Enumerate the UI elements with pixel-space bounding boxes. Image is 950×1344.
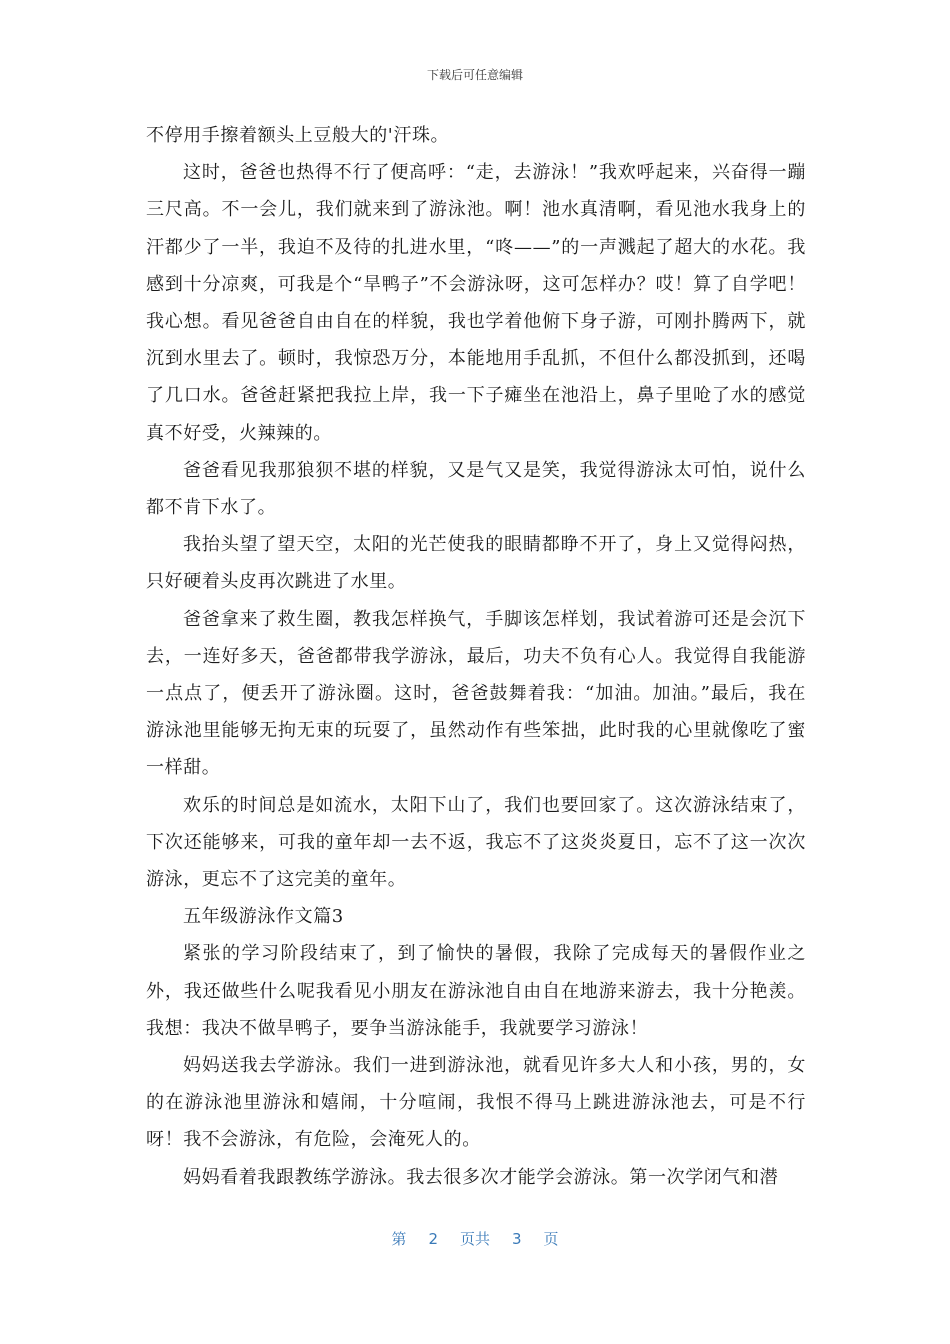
footer-prefix: 第	[391, 1230, 407, 1248]
footer-middle: 页共	[459, 1230, 490, 1248]
paragraph: 妈妈看着我跟教练学游泳。我去很多次才能学会游泳。第一次学闭气和潜	[183, 1166, 779, 1188]
paragraph: 欢乐的时间总是如流水，太阳下山了，我们也要回家了。这次游泳结束了，下次还能够来，可我的童年却一去不返，我忘不了这炎炎夏日，忘不了这一次次游泳，更忘不了这完美的童年。	[146, 794, 806, 891]
footer-total-pages: 3	[512, 1230, 522, 1248]
paragraph: 不停用手擦着额头上豆般大的'汗珠。	[146, 125, 450, 146]
section-heading: 五年级游泳作文篇3	[183, 906, 344, 928]
page-header: 下载后可任意编辑	[426, 68, 523, 82]
footer-suffix: 页	[543, 1230, 559, 1248]
paragraph: 爸爸拿来了救生圈，教我怎样换气，手脚该怎样划，我试着游可还是会沉下去，一连好多天，爸爸都带我学游泳，最后，功夫不负有心人。我觉得自我能游一点点了，便丢开了游泳圈。这时，爸爸鼓舞着我：“加油。加油。”最后，我在游泳池里能够无拘无束的玩耍了，虽然动作有些笨拙，此时我的心里就像吃了蜜一样甜。	[146, 608, 806, 779]
paragraph: 我抬头望了望天空，太阳的光芒使我的眼睛都睁不开了，身上又觉得闷热，只好硬着头皮再次跳进了水里。	[146, 534, 806, 593]
footer-current-page: 2	[428, 1230, 438, 1248]
paragraph: 这时，爸爸也热得不行了便高呼：“走，去游泳！”我欢呼起来，兴奋得一蹦三尺高。不一会儿，我们就来到了游泳池。啊！池水真清啊，看见池水我身上的汗都少了一半，我迫不及待的扎进水里，“咚——”的一声溅起了超大的水花。我感到十分凉爽，可我是个“旱鸭子”不会游泳呀，这可怎样办？哎！算了自学吧！我心想。看见爸爸自由自在的样貌，我也学着他俯下身子游，可刚扑腾两下，就沉到水里去了。顿时，我惊恐万分，本能地用手乱抓，不但什么都没抓到，还喝了几口水。爸爸赶紧把我拉上岸，我一下子瘫坐在池沿上，鼻子里呛了水的感觉真不好受，火辣辣的。	[146, 162, 806, 444]
paragraph: 妈妈送我去学游泳。我们一进到游泳池，就看见许多大人和小孩，男的，女的在游泳池里游泳和嬉闹，十分喧闹，我恨不得马上跳进游泳池去，可是不行呀！我不会游泳，有危险，会淹死人的。	[146, 1055, 806, 1151]
paragraph: 紧张的学习阶段结束了，到了愉快的暑假，我除了完成每天的暑假作业之外，我还做些什么呢我看见小朋友在游泳池自由自在地游来游去，我十分艳羡。我想：我决不做旱鸭子，要争当游泳能手，我就要学习游泳！	[146, 943, 806, 1039]
paragraph: 爸爸看见我那狼狈不堪的样貌，又是气又是笑，我觉得游泳太可怕，说什么都不肯下水了。	[146, 459, 806, 519]
document-body	[146, 117, 806, 1196]
page-footer	[0, 1228, 950, 1249]
